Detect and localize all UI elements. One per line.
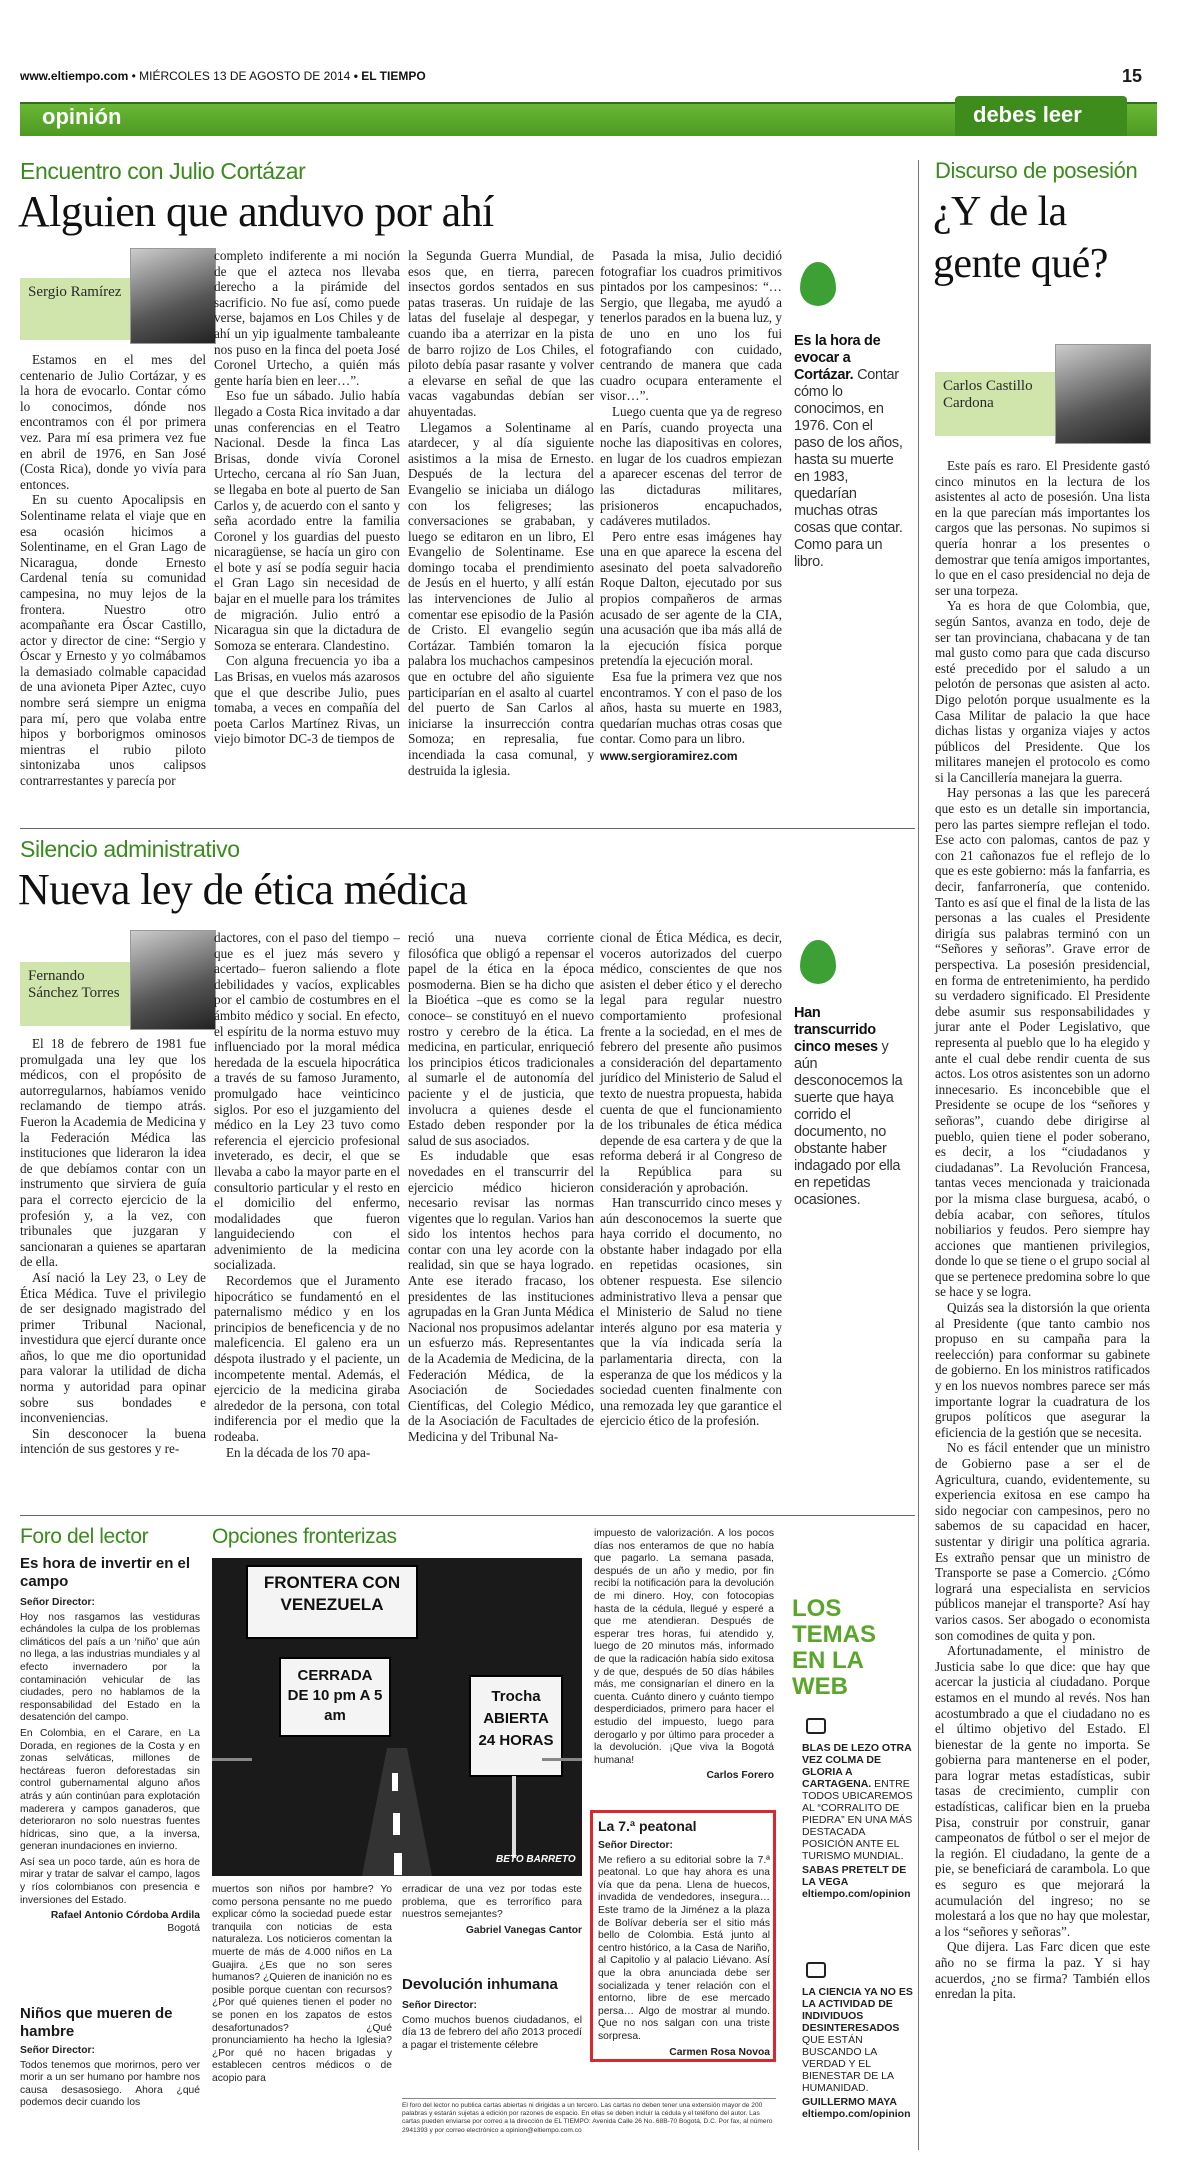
foro-letter-3-cont: impuesto de valorización. A los pocos días nos enteramos de que no había que pagarlo. La semana pasada, después de un año y medio, por fin recibí la notificación para la devolución de mi dinero. Hoy, con fotocopias hasta de la cédula, llegué y esperé a que me atendieran. Después de esperar tres horas, fui atendido y, luego de 20 minutos más, informado de que la radicación había sido exitosa y de que, después de 50 días hábiles más, me consignarían el dinero en la cuenta. Cuánto dinero y cuánto tiempo desperdiciados, primero para hacer el estudio del impuesto, luego para derogarlo y por último para proceder a la devolución. ¡Que viva la Bogotá humana! Carlos Forero xyxy=(594,1528,774,1782)
issue-date: MIÉRCOLES 13 DE AGOSTO DE 2014 xyxy=(139,69,351,83)
article3-kicker: Discurso de posesión xyxy=(935,158,1138,183)
box-letter: Señor Director: Me refiero a su editorial sobre la 7.ª peatonal. Lo que hay ahora es una vía que da pena. Llena de huecos, invadida de vendedores, insegura… Este tramo de la Jiménez a la plaza de Bolívar debería ser el sitio más bello de Colombia. Está junto al centro histórico, a la Casa de Nariño, al Capitolio y al palacio Liévano. Así que la obra anunciada debe ser socializada y tener relación con el entorno, libre de ese mercado persa… Algo de mostrar al mundo. Que no nos salgan con una triste sorpresa. Carmen Rosa Novoa xyxy=(598,1840,770,2058)
temas-title: LOS TEMAS EN LA WEB xyxy=(792,1595,876,1700)
article2-title[interactable]: Nueva ley de ética médica xyxy=(18,865,468,914)
author-name: Fernando Sánchez Torres xyxy=(28,968,120,1001)
web-item-2[interactable]: LA CIENCIA YA NO ES LA ACTIVIDAD DE INDIVIDUOS DESINTERESADOS QUE ESTÁN BUSCANDO LA VERDAD Y EL BIENESTAR DE LA HUMANIDAD. GUILLERMO MAYA eltiempo.com/opinion xyxy=(802,1986,913,2120)
box-title: La 7.ª peatonal xyxy=(598,1818,697,1834)
foro-headline-1: Es hora de invertir en el campo xyxy=(20,1555,191,1590)
foro-kicker: Foro del lector xyxy=(20,1525,149,1548)
author-website[interactable]: www.sergioramirez.com xyxy=(600,749,738,763)
cartoon-sign-border: FRONTERA CON VENEZUELA xyxy=(263,1573,401,1614)
site-url[interactable]: www.eltiempo.com xyxy=(20,69,129,83)
article1-kicker: Encuentro con Julio Cortázar xyxy=(20,158,306,184)
article3-body: Este país es raro. El Presidente gastó cinco minutos en la lectura de los asistentes al acto de posesión. Una lista en la que parecían más importantes los cargos que las personas. No supimos si quería honrar a los presentes o demostrar que tenía amigos importantes, lo que en el caso presidencial no deja de ser una torpeza. Ya es hora de que Colombia, que, según Santos, avanza en todo, deje de ser tan provinciana, chabacana y de tan mal gusto como para que cada discurso esté precedido por el saludo a un pelotón de personas que asisten al acto. Digo pelotón porque usualmente es la Casa Militar de palacio la que hace dichas listas y organiza viajes y actos públicos del Presidente. Que los militares manejen el protocolo es como si la Cancillería manejara la guerra. Hay personas a las que les parecerá que esto es un detalle sin importancia, pero las partes siempre reflejan el todo. Ese acto con palomas, cantos de paz y con 21 cañonazos fue el reflejo de lo que es este gobierno: más la fanfarria, es decir, fanfarronería, que contenido. Tanto es así que el final de la lista de las personas a las cuales el Presidente dirigía sus palabras terminó con un “Señores y señoras”. Grave error de perspectiva. La posesión presidencial, en forma de entretenimiento, ha perdido su verdadero significado. El Presidente debe asumir sus responsabilidades y jurar ante el Poder Legislativo, que representa al pueblo que lo ha elegido y ante el cual debe rendir cuenta de sus actos. Los otros asistentes son un adorno innecesario. Es inconcebible que el Presidente se ocupe de los “señores y señoras”, cuando debe dirigirse al pueblo, quien tiene el poder soberano, es decir, a los “ciudadanos y ciudadanas”. La Revolución Francesa, tantas veces mencionada y traicionada por la misma clase burguesa, acabó, o debía acabar, con señores, títulos nobiliarios y feudos. Pero siempre hay acciones que mantienen privilegios, donde lo que se tiene o el grupo social al que se pertenece predomina sobre lo que se hace y se logra. Quizás sea la distorsión la que orienta al Presidente (que tanto cambio nos propuso en su campaña para la reelección) para conformar su gabinete de gobierno. En los ministros ratificados y en los nuevos nombres parece ser más importante lograr la cuadratura de los grupos políticos que asegurar la eficiencia de la gestión que se necesita. No es fácil entender que un ministro de Gobierno pase a ser el de Agricultura, cuando, evidentemente, su experiencia exitosa en ese campo ha sido negociar con campesinos, pero no sabemos de su capacidad en hacer, sustentar y dirigir una política agraria. Es extraño pensar que un ministro de Transporte se pase a Comercio. ¿Cómo logrará una especialista en servicios públicos manejar el transporte? Así hay varios casos. Ser abogado o economista son comodines de quita y pon. Afortunadamente, el ministro de Justicia sabe lo que dice: que hay que acercar la justicia al ciudadano. Porque estamos en el mundo al revés. Nos han acostumbrado a que el ciudadano no es el último objetivo del Estado. El bienestar de la gente no importa. Se gobierna para mantenerse en el poder, para lograr metas estadísticas, subir tasas de crecimiento, cumplir con estadísticas, calificar bien en la prueba Pisa, construir por construir, ganar campeonatos de fútbol o ser el mejor de la región. El ciudadano, la gente de a pie, se beneficiará de carambola. Lo que es seguro es que mejorará la acumulación del ingreso; no se molestará a los que no hay que molestar, a los “señores y señoras”. Que dijera. Las Farc dicen que este año no se firma la paz. Y si hay acuerdos, ¿no se firma? También ellos enredan la pita. xyxy=(935,458,1150,2002)
article2-kicker: Silencio administrativo xyxy=(20,836,240,862)
article1-col1: Estamos en el mes del centenario de Julio Cortázar, y es la hora de evocarlo. Contar cómo lo conocimos, dónde nos encontramos con él por primera vez. Para mí esa primera vez fue en abril de 1976, en San José (Costa Rica), donde yo vivía para entonces. En su cuento Apocalipsis en Solentiname relata el viaje que en esa ocasión hicimos a Solentiname, en el Gran Lago de Nicaragua, donde Ernesto Cardenal tenía su comunidad campesina, no muy lejos de la frontera. Nuestro otro acompañante era Óscar Castillo, actor y director de cine: “Sergio y Óscar y Ernesto y yo colmábamos la demasiado colmable capacidad de una avioneta Piper Aztec, cuyo nombre será siempre un enigma para mí, pero que volaba entre hipos y borborigmos ominosos mientras el rubio piloto sintonizaba unos calipsos contrarrestantes y parecía por xyxy=(20,352,206,789)
article3-author-block xyxy=(935,344,1150,444)
author-name: Sergio Ramírez xyxy=(28,284,122,300)
foro-letter-3: Señor Director: Como muchos buenos ciudadanos, el día 13 de febrero del año 2013 procedí a pagar el tristemente célebre xyxy=(402,2000,582,2051)
article1-col4: Pasada la misa, Julio decidió fotografiar los cuadros primitivos pintados por los campesinos: “… Sergio, que llegaba, me ayudó a tenerlos parados en la buena luz, y de uno en uno los fui fotografiando con cuidado, centrando de manera que cada cuadro ocupara enteramente el visor…”. Luego cuenta que ya de regreso en París, cuando proyecta una noche las diapositivas en colores, en lugar de los cuadros empiezan a aparecer escenas del terror de las dictaduras militares, prisioneros encapuchados, cadáveres mutilados. Pero entre esas imágenes hay una en que aparece la escena del asesinato del poeta salvadoreño Roque Dalton, ejecutado por sus propios compañeros de armas acusado de ser agente de la CIA, una acusación que iba más allá de la ejecución física porque pretendía la ejecución moral. Esa fue la primera vez que nos encontramos. Y con el paso de los años, hasta su muerte en 1983, quedarían muchas otras cosas que contar. Como para un libro. www.sergioramirez.com xyxy=(600,248,782,763)
article2-col2: dactores, con el paso del tiempo –que es el juez más severo y acertado– fueron saliendo a flote debilidades y vacíos, explicables por el cambio de costumbres en el ámbito médico y social. En efecto, el espíritu de la norma estuvo muy influenciado por la moral médica heredada de la escuela hipocrática a través de su famoso Juramento, promulgado hace veinticinco siglos. Por eso el juzgamiento del médico en la Ley 23 tuvo como referencia el ejercicio profesional inveterado, es decir, el que se llevaba a cabo la mayor parte en el consultorio particular y el resto en el domicilio del enfermo, modalidades que fueron languideciendo con el advenimiento de la medicina socializada. Recordemos que el Juramento hipocrático se fundamentó en el paternalismo médico y en los principios de beneficencia y de no maleficencia. El galeno era un déspota ilustrado y el paciente, un incompetente mental. Además, el ejercicio de la medicina giraba alrededor de la persona, con total indiferencia por el medio que la rodeaba. En la década de los 70 apa- xyxy=(214,930,400,1460)
section-opinion: opinión xyxy=(42,104,122,129)
author-photo xyxy=(130,248,216,344)
article1-pullquote: Es la hora de evocar a Cortázar. Contar cómo lo conocimos, en 1976. Con el paso de los años, hasta su muerte en 1983, quedarían muchas otras cosas que contar. Como para un libro. xyxy=(794,333,903,570)
comment-icon xyxy=(806,1962,826,1978)
foro-letter-1: Señor Director: Hoy nos rasgamos las vestiduras echándoles la culpa de los problemas climáticos del país a un ‘niño’ que aún no llega, a las industrias mundiales y al efecto invernadero por la contaminación vehicular de las ciudades, pero no hablamos de la responsabilidad del Estado en la desatención del campo. En Colombia, en el Carare, en La Dorada, en regiones de la Costa y en zonas selváticas, millones de hectáreas fueron deforestadas sin control gubernamental alguno años atrás y aún continúan para explotación maderera y campos ganaderos, que deterioraron no solo nuestras fuentes hídricas, sino que, a la inversa, generan inundaciones en invierno. Así sea un poco tarde, aún es hora de mirar y tratar de salvar el campo, lagos y ríos colombianos con presencia e inversiones del Estado. Rafael Antonio Córdoba Ardila Bogotá xyxy=(20,1597,200,1934)
article2-col3: reció una nueva corriente filosófica que obligó a repensar el papel de la ética en la época posmoderna. Bien se ha dicho que la Bioética –que es como se la conoce– se constituyó en el nuevo rostro y cerebro de la ética. La medicina, en particular, enriqueció los principios éticos tradicionales al sumarle el de autonomía del paciente y el de justicia, que involucra a quienes desde el Estado deben responder por la salud de sus asociados. Es indudable que esas novedades en el transcurrir del ejercicio médico hicieron necesario revisar las normas vigentes que lo regulan. Varios han sido los intentos hechos para contar con una ley acorde con la realidad, sin que se haya logrado. Ante ese iterado fracaso, los presidentes de las instituciones agrupadas en la Gran Junta Médica Nacional nos propusimos adelantar un esfuerzo más. Representantes de la Academia de Medicina, de la Federación Médica, de la Asociación de Sociedades Científicas, del Colegio Médico, de la Asociación de Facultades de Medicina y del Tribunal Na- xyxy=(408,930,594,1444)
cartoon-kicker: Opciones fronterizas xyxy=(212,1525,397,1548)
section-debes-leer: debes leer xyxy=(973,102,1082,127)
article1-col2: completo indiferente a mi noción de que el azteca nos llevaba derecho a la pirámide del sacrificio. No fue así, como puede verse, bajamos en Los Chiles y de ahí un yip igualmente tambaleante nos puso en la finca del poeta José Coronel Urtecho, a quién más gente haría bien en leer…”. Eso fue un sábado. Julio había llegado a Costa Rica invitado a dar unas conferencias en el Teatro Nacional. Desde la finca Las Brisas, donde vivía Coronel Urtecho, cercana al río San Juan, se llegaba en bote al puerto de San Carlos y, de acuerdo con el santo y seña acordado entre la familia Coronel y los guardias del puesto nicaragüense, se hacía un giro con el bote y así se podía seguir hacia el Gran Lago sin necesidad de bajar en el muelle para los trámites de migración. Julio entró a Nicaragua sin que la dictadura de Somoza se enterara. Clandestino. Con alguna frecuencia yo iba a Las Brisas, en vuelos más azarosos que el que describe Julio, pues tomaba, a veces en compañía del poeta Carlos Martínez Rivas, un viejo bimotor DC-3 de tiempos de xyxy=(214,248,400,747)
article2-author-block xyxy=(20,930,205,1030)
web-item-1[interactable]: BLAS DE LEZO OTRA VEZ COLMA DE GLORIA A CARTAGENA. ENTRE TODOS UBICAREMOS AL “CORRALITO DE PIEDRA” EN UNA MÁS DESTACADA POSICIÓN ANTE EL TURISMO MUNDIAL. SABAS PRETELT DE LA VEGA eltiempo.com/opinion xyxy=(802,1742,913,1900)
foro-letter-2-end: erradicar de una vez por todas este problema, que es terrorífico para nuestros semejantes? Gabriel Vanegas Cantor xyxy=(402,1884,582,1936)
article2-col1: El 18 de febrero de 1981 fue promulgada una ley que los médicos, con el propósito de autorregularnos, habíamos venido reclamando de tiempo atrás. Fueron la Academia de Medicina y la Federación Médica las instituciones que lideraron la idea de que debíamos contar con un instrumento que sirviera de guía para el correcto ejercicio de la profesión y, a la vez, con tribunales que juzgaran y sancionaran a quienes se apartaran de ella. Así nació la Ley 23, o Ley de Ética Médica. Tuve el privilegio de ser designado magistrado del primer Tribunal Nacional, investidura que ejercí durante once años, lo que me dio oportunidad para valorar la utilidad de dicha norma y autoridad para opinar sobre sus bondades e inconveniencias. Sin desconocer la buena intención de sus gestores y re- xyxy=(20,1036,206,1457)
foro-letter-2-cont: muertos son niños por hambre? Yo como persona pensante no me puedo explicar cómo la sociedad puede estar tranquila con noticias de esta naturaleza. Los noticieros comentan la muerte de más de 4.000 niños en La Guajira. ¿Es que no son seres humanos? ¿Quieren de inanición no es posible porque cuentan con recursos? ¿Por qué quienes tienen el poder no se ponen en los zapatos de estos desafortunados? ¿Qué pronunciamiento ha hecho la Iglesia? ¿Por qué no hacen brigadas y establecen centros médicos o de acopio para xyxy=(212,1884,392,2084)
foro-letter-2: Señor Director: Todos tenemos que morirnos, pero ver morir a un ser humano por hambre nos causa desasosiego. Ahora ¿qué podemos decir cuando los xyxy=(20,2045,200,2109)
article1-author-block xyxy=(20,248,205,348)
cartoon-artist: BETO BARRETO xyxy=(496,1854,576,1865)
footnote: El foro del lector no publica cartas abiertas ni dirigidas a un tercero. Las cartas no deben tener una extensión mayor de 200 palabras y estarán sujetas a edición por razones de espacio. En ellas se deben incluir la cédula y el teléfono del autor. Las cartas pueden enviarse por correo a la dirección de EL TIEMPO: Avenida Calle 26 No. 68B-70 Bogotá, D.C. Por fax, al número 2941393 y por correo electrónico a opinion@eltiempo.com.co xyxy=(402,2102,773,2134)
paper-name: EL TIEMPO xyxy=(361,69,426,83)
cartoon[interactable] xyxy=(212,1558,582,1876)
article2-pullquote: Han transcurrido cinco meses y aún desconocemos la suerte que haya corrido el documento, no obstante haber indagado por ella en repetidas ocasiones. xyxy=(794,1005,903,1208)
divider xyxy=(20,1515,915,1516)
author-photo xyxy=(1055,344,1151,444)
article3-title[interactable]: ¿Y de la gente qué? xyxy=(933,189,1108,287)
cartoon-sign-closed: CERRADA DE 10 pm A 5 am xyxy=(287,1667,383,1724)
column-divider xyxy=(918,160,919,2150)
page-header: www.eltiempo.com • MIÉRCOLES 13 DE AGOSTO DE 2014 • EL TIEMPO xyxy=(20,69,426,83)
author-name: Carlos Castillo Cardona xyxy=(943,378,1033,411)
quote-drop-icon xyxy=(800,262,836,306)
foro-headline-3: Devolución inhumana xyxy=(402,1976,558,1993)
article2-col4: cional de Ética Médica, es decir, voceros autorizados del cuerpo médico, conscientes de que nos asisten el deber ético y el derecho legal para regular nuestro comportamiento profesional frente a la sociedad, en el mes de febrero del presente año pusimos a consideración del departamento jurídico del Ministerio de Salud el texto de nuestra propuesta, habida cuenta de que el funcionamiento de los tribunales de ética médica depende de esa cartera y de que la reforma deberá ir al Congreso de la República para su consideración y aprobación. Han transcurrido cinco meses y aún desconocemos la suerte que haya corrido el documento, no obstante haber indagado por ella en repetidas ocasiones, sin obtener respuesta. Ese silencio administrativo lleva a pensar que el Ministerio de Salud no tiene interés alguno por esa materia y que la vía indicada sería la parlamentaria directa, con la esperanza de que los médicos y la sociedad cuenten finalmente con una remozada ley que garantice el ejercicio ético de la profesión. xyxy=(600,930,782,1429)
comment-icon xyxy=(806,1718,826,1734)
page-number: 15 xyxy=(1122,66,1143,86)
footnote-divider xyxy=(402,2098,776,2099)
cartoon-sign-trocha: Trocha ABIERTA 24 HORAS xyxy=(478,1688,554,1749)
author-photo xyxy=(130,930,216,1030)
article1-title[interactable]: Alguien que anduvo por ahí xyxy=(18,187,494,236)
quote-drop-icon xyxy=(800,940,836,984)
foro-headline-2: Niños que mueren de hambre xyxy=(20,2005,173,2040)
article1-col3: la Segunda Guerra Mundial, de esos que, en tierra, parecen insectos gordos sentados en sus patas traseras. Un ruidaje de las latas del fuselaje al despegar, y cuando iba a aterrizar en la pista de barro rojizo de Los Chiles, el piloto debía pasar rasante y volver a elevarse en señal de que las vacas vagabundas debían ser ahuyentadas. Llegamos a Solentiname al atardecer, y al día siguiente asistimos a la misa de Ernesto. Después de la lectura del Evangelio se iniciaba un diálogo con los feligreses; las conversaciones se grababan, y luego se editaron en un libro, El Evangelio de Solentiname. Ese domingo tocaba el prendimiento de Jesús en el huerto, y allí están las intervenciones de Julio al comentar ese episodio de la Pasión de Cristo. El evangelio según Cortázar. También tomaron la palabra los muchachos campesinos que en octubre del año siguiente participarían en el asalto al cuartel del puerto de San Carlos al iniciarse la insurrección contra Somoza; en represalia, fue incendiada la casa comunal, y destruida la iglesia. xyxy=(408,248,594,778)
divider xyxy=(20,828,915,829)
